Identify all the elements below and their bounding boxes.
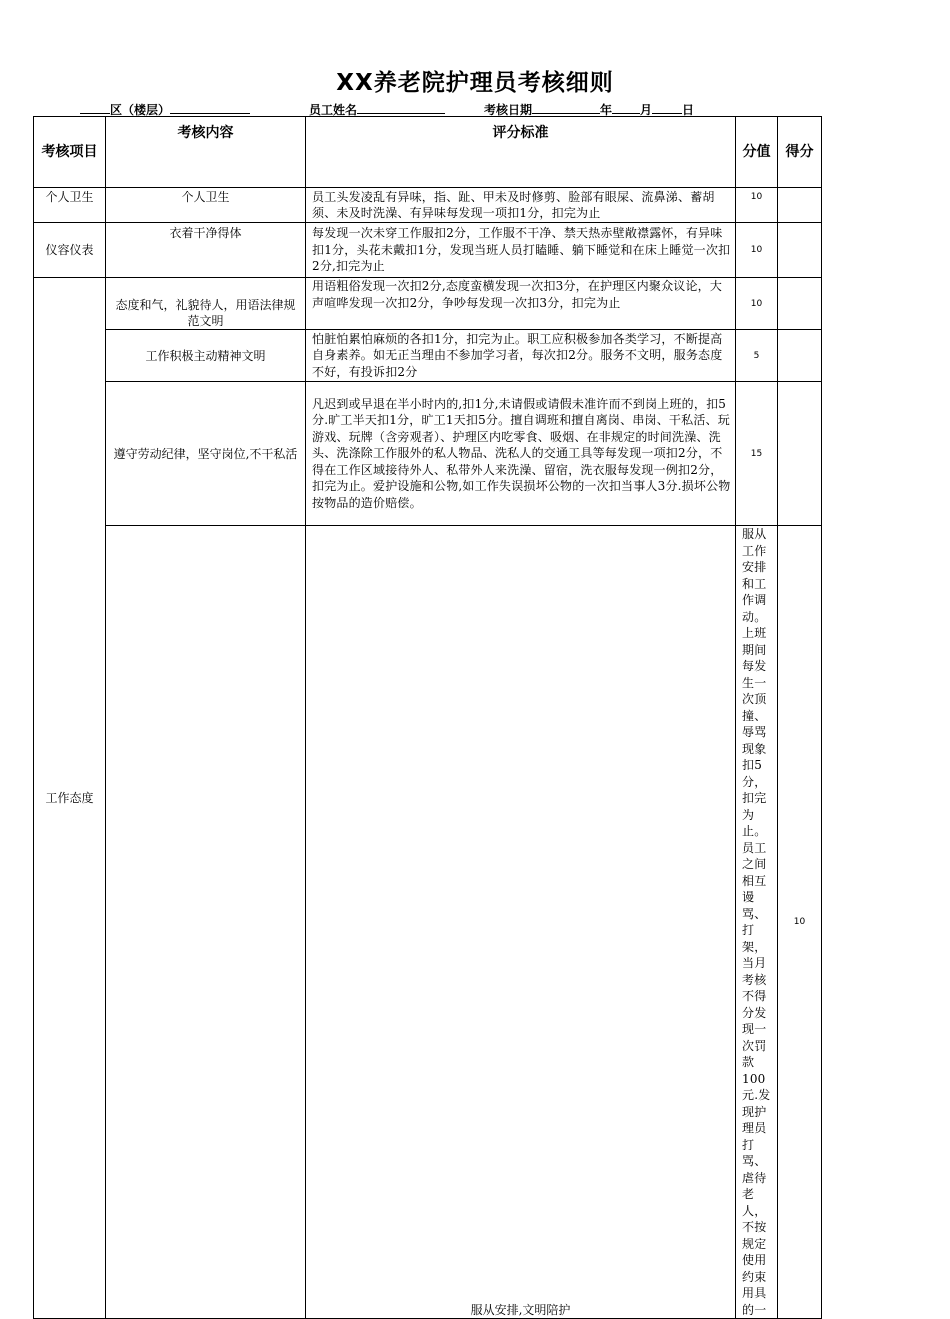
- content-cell: 态度和气，礼貌待人，用语法律规范文明: [106, 278, 306, 330]
- category-cell: 个人卫生: [34, 188, 106, 223]
- got-cell[interactable]: [778, 278, 822, 330]
- year-blank[interactable]: [532, 101, 600, 114]
- got-cell[interactable]: [778, 330, 822, 382]
- day-label: 日: [682, 103, 695, 117]
- criteria-cell: 每发现一次未穿工作服扣2分，工作服不干净、禁天热赤壁敞襟露怀，有异味扣1分，头花未戴扣1分，发现当班人员打瞌睡、躺下睡觉和在床上睡觉一次扣2分,扣完为止: [306, 223, 736, 278]
- category-cell: 工作态度: [34, 278, 106, 1319]
- header-score: 分值: [736, 117, 778, 188]
- page-title: XX养老院护理员考核细则: [336, 70, 614, 96]
- year-label: 年: [600, 103, 613, 117]
- category-cell: 仪容仪表: [34, 223, 106, 278]
- table-row: [34, 188, 822, 223]
- category-cell: [106, 526, 306, 1319]
- score-cell: 5: [736, 330, 778, 382]
- day-blank[interactable]: [652, 101, 682, 114]
- table-row: [34, 526, 822, 1319]
- header-criteria: 评分标准: [306, 117, 736, 188]
- month-blank[interactable]: [612, 101, 640, 114]
- employee-name-blank[interactable]: [357, 101, 445, 114]
- table-row: [34, 330, 822, 382]
- district-blank[interactable]: [80, 101, 110, 114]
- district-label: 区（楼层）: [110, 103, 171, 117]
- header-got: 得分: [778, 117, 822, 188]
- criteria-cell: 服从工作安排和工作调动。上班期间每发生一次顶撞、辱骂现象扣5分，扣完为止。员工之间相互谩骂、打架，当月考核不得分发现一次罚款100元.发现护理员打骂、虐待老人，不按规定使用约束用具的一: [736, 526, 778, 1319]
- content-cell: 服从安排,文明陪护: [306, 526, 736, 1319]
- header-category: 考核项目: [34, 117, 106, 188]
- content-cell: 遵守劳动纪律，坚守岗位,不干私活: [106, 382, 306, 526]
- score-cell: 10: [778, 526, 822, 1319]
- table-row: [34, 223, 822, 278]
- table-row: [34, 382, 822, 526]
- got-cell[interactable]: [778, 188, 822, 223]
- month-label: 月: [640, 103, 653, 117]
- floor-blank[interactable]: [170, 101, 250, 114]
- table-row: [34, 278, 822, 330]
- criteria-cell: 凡迟到或早退在半小时内的,扣1分,未请假或请假未准许而不到岗上班的，扣5分.旷工半天扣1分，旷工1天扣5分。擅自调班和擅自离岗、串岗、干私活、玩游戏、玩牌（含旁观者）、护理区内吃零食、吸烟、在非规定的时间洗澡、洗头、洗涤除工作服外的私人物品、洗私人的交通工具等每发现一项扣2分，不得在工作区域接待外人、私带外人来洗澡、留宿，洗衣服每发现一例扣2分，扣完为止。爱护设施和公物,如工作失误损坏公物的一次扣当事人3分.损坏公物按物品的造价赔偿。: [306, 382, 736, 526]
- date-label: 考核日期: [484, 103, 533, 117]
- criteria-cell: 用语粗俗发现一次扣2分,态度蛮横发现一次扣3分，在护理区内聚众议论，大声喧哗发现一次扣2分，争吵每发现一次扣3分，扣完为止: [306, 278, 736, 330]
- content-cell: 衣着干净得体: [106, 223, 306, 278]
- score-cell: 10: [736, 223, 778, 278]
- content-cell: 个人卫生: [106, 188, 306, 223]
- header-content: 考核内容: [106, 117, 306, 188]
- score-cell: 10: [736, 188, 778, 223]
- got-cell[interactable]: [778, 223, 822, 278]
- content-cell: 工作积极主动精神文明: [106, 330, 306, 382]
- employee-name-label: 员工姓名: [309, 103, 358, 117]
- score-cell: 15: [736, 382, 778, 526]
- score-cell: 10: [736, 278, 778, 330]
- header-row: [34, 117, 822, 188]
- criteria-cell: 员工头发凌乱有异味，指、趾、甲未及时修剪、脸部有眼屎、流鼻涕、蓄胡须、未及时洗澡、有异味每发现一项扣1分，扣完为止: [306, 188, 736, 223]
- assessment-table: [33, 116, 822, 1319]
- got-cell[interactable]: [778, 382, 822, 526]
- criteria-cell: 怕脏怕累怕麻烦的各扣1分，扣完为止。职工应积极参加各类学习，不断提高自身素养。如无正当理由不参加学习者，每次扣2分。服务不文明，服务态度不好，有投诉扣2分: [306, 330, 736, 382]
